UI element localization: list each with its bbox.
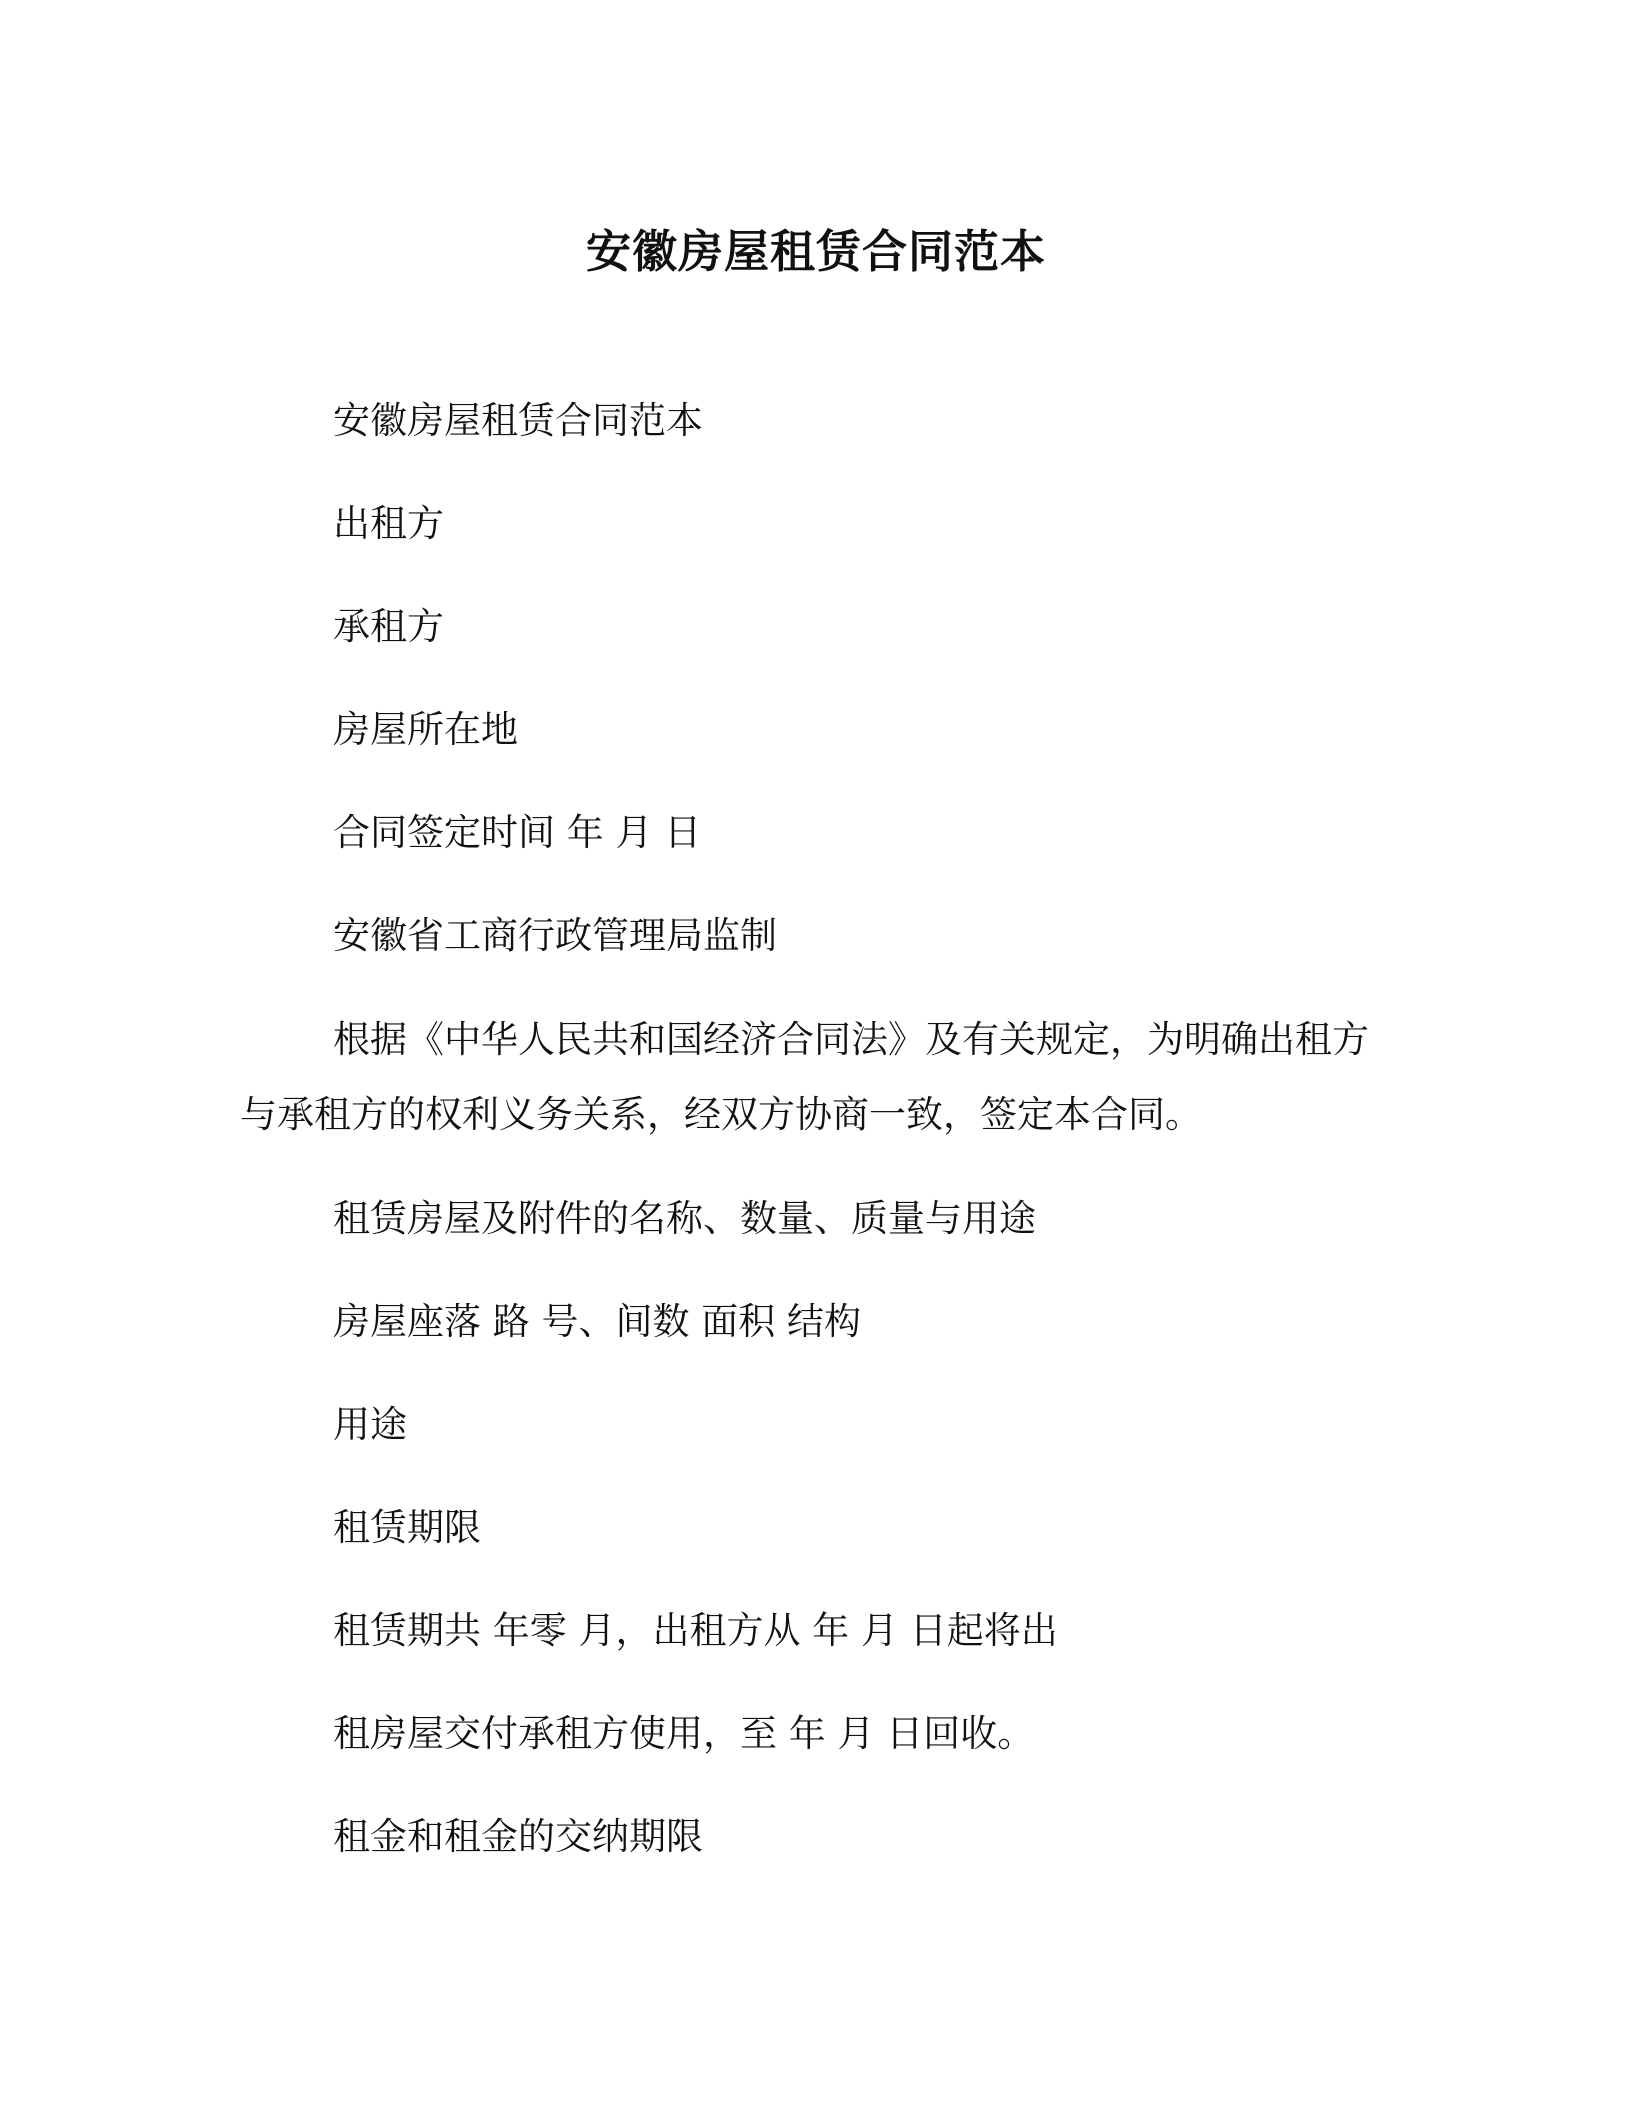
usage-line: 用途 bbox=[333, 1403, 407, 1446]
lessee-line: 承租方 bbox=[333, 605, 444, 648]
lease-term-heading: 租赁期限 bbox=[333, 1506, 481, 1549]
lease-term-line-1: 租赁期共 年零 月，出租方从 年 月 日起将出 bbox=[333, 1609, 1058, 1652]
rental-property-heading: 租赁房屋及附件的名称、数量、质量与用途 bbox=[333, 1197, 1036, 1240]
subtitle-line: 安徽房屋租赁合同范本 bbox=[333, 399, 703, 442]
property-location-line: 房屋所在地 bbox=[333, 708, 518, 751]
rent-payment-heading: 租金和租金的交纳期限 bbox=[333, 1815, 703, 1858]
supervisor-line: 安徽省工商行政管理局监制 bbox=[333, 914, 777, 957]
intro-paragraph: 根据《中华人民共和国经济合同法》及有关规定，为明确出租方与承租方的权利义务关系，经双方协商一致，签定本合同。 bbox=[240, 1018, 1369, 1136]
property-details-line: 房屋座落 路 号、间数 面积 结构 bbox=[333, 1300, 862, 1343]
lease-term-line-2: 租房屋交付承租方使用，至 年 月 日回收。 bbox=[333, 1712, 1035, 1755]
document-title: 安徽房屋租赁合同范本 bbox=[585, 225, 1046, 278]
contract-date-line: 合同签定时间 年 月 日 bbox=[333, 811, 702, 854]
lessor-line: 出租方 bbox=[333, 502, 444, 545]
